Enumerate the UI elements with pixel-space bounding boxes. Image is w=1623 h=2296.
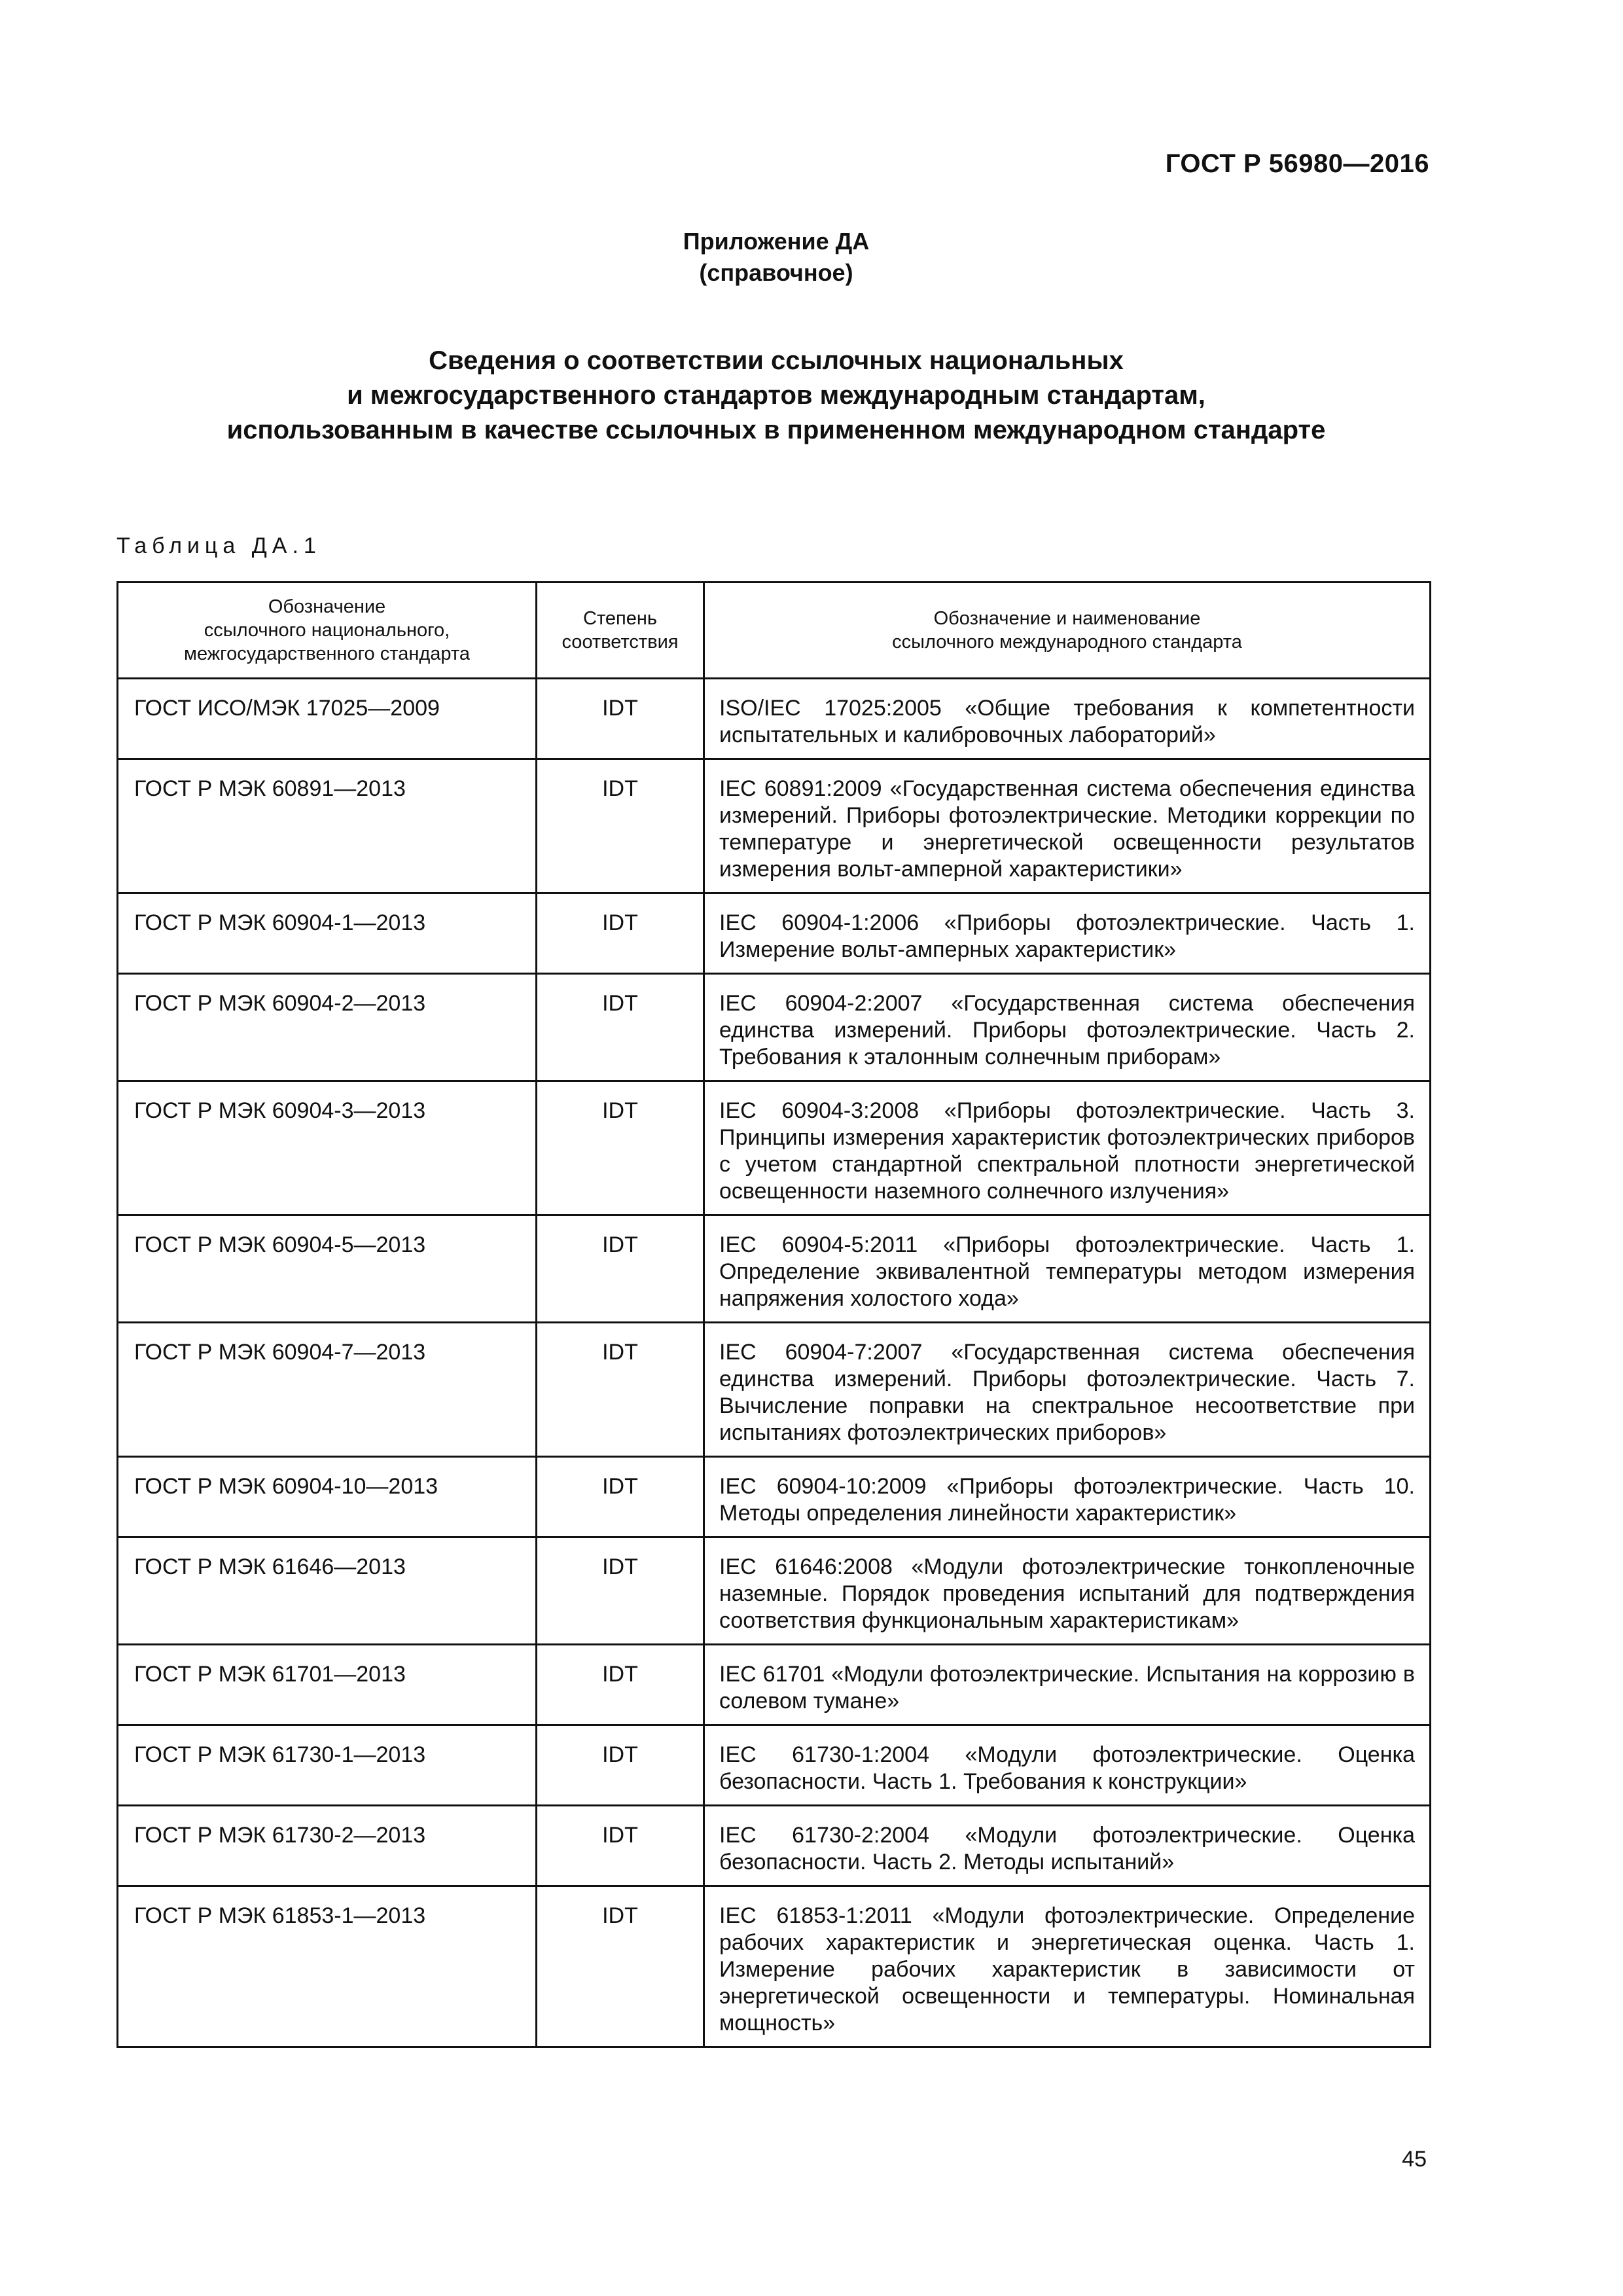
table-row xyxy=(118,1806,1431,1886)
international-standard-cell: IEC 61853-1:2011 «Модули фотоэлектрические. Определение рабочих характеристик и энергетическая оценка. Часть 1. Измерение рабочих характеристик в зависимости от энергетической освещенности и температуры. Номинальная мощность» xyxy=(704,1886,1431,2047)
table-row xyxy=(118,759,1431,893)
header-line: соответствия xyxy=(562,632,679,653)
national-standard-cell: ГОСТ Р МЭК 60904-1—2013 xyxy=(118,893,537,974)
header-international-standard xyxy=(704,583,1431,679)
degree-cell: IDT xyxy=(537,893,704,974)
national-standard-cell: ГОСТ Р МЭК 61730-2—2013 xyxy=(118,1806,537,1886)
section-title-line: Сведения о соответствии ссылочных национальных xyxy=(429,346,1124,375)
international-standard-cell: IEC 61701 «Модули фотоэлектрические. Испытания на коррозию в солевом тумане» xyxy=(704,1645,1431,1725)
table-row xyxy=(118,1081,1431,1215)
international-standard-cell: IEC 60904-10:2009 «Приборы фотоэлектрические. Часть 10. Методы определения линейности характеристик» xyxy=(704,1457,1431,1537)
table-row xyxy=(118,974,1431,1081)
degree-cell: IDT xyxy=(537,759,704,893)
header-line: Степень xyxy=(583,608,657,629)
national-standard-cell: ГОСТ Р МЭК 61646—2013 xyxy=(118,1537,537,1645)
degree-cell: IDT xyxy=(537,1323,704,1457)
header-line: Обозначение и наименование xyxy=(933,608,1201,629)
international-standard-cell: IEC 60904-5:2011 «Приборы фотоэлектрические. Часть 1. Определение эквивалентной температуры методом измерения напряжения холостого хода» xyxy=(704,1215,1431,1323)
appendix-title: Приложение ДА xyxy=(683,228,870,255)
degree-cell: IDT xyxy=(537,1215,704,1323)
table-row xyxy=(118,1537,1431,1645)
section-title-line: использованным в качестве ссылочных в примененном международном стандарте xyxy=(226,416,1326,444)
header-degree xyxy=(537,583,704,679)
degree-cell: IDT xyxy=(537,974,704,1081)
international-standard-cell: IEC 61646:2008 «Модули фотоэлектрические тонкопленочные наземные. Порядок проведения испытаний для подтверждения соответствия функциональным характеристикам» xyxy=(704,1537,1431,1645)
degree-cell: IDT xyxy=(537,1081,704,1215)
national-standard-cell: ГОСТ Р МЭК 60904-10—2013 xyxy=(118,1457,537,1537)
national-standard-cell: ГОСТ ИСО/МЭК 17025—2009 xyxy=(118,679,537,759)
international-standard-cell: ISO/IEC 17025:2005 «Общие требования к компетентности испытательных и калибровочных лабораторий» xyxy=(704,679,1431,759)
page-number: 45 xyxy=(1402,2147,1427,2172)
table-row xyxy=(118,1645,1431,1725)
header-line: ссылочного национального, xyxy=(204,620,450,641)
national-standard-cell: ГОСТ Р МЭК 61701—2013 xyxy=(118,1645,537,1725)
header-line: Обозначение xyxy=(268,596,386,617)
appendix-subtitle: (справочное) xyxy=(699,259,853,286)
correspondence-table-container xyxy=(116,581,1429,2048)
degree-cell: IDT xyxy=(537,1725,704,1806)
degree-cell: IDT xyxy=(537,679,704,759)
section-title xyxy=(0,344,1552,448)
international-standard-cell: IEC 60904-7:2007 «Государственная система обеспечения единства измерений. Приборы фотоэлектрические. Часть 7. Вычисление поправки на спектральное несоответствие при испытаниях фотоэлектрических приборов» xyxy=(704,1323,1431,1457)
table-row xyxy=(118,1323,1431,1457)
header-national-standard xyxy=(118,583,537,679)
table-row xyxy=(118,1725,1431,1806)
national-standard-cell: ГОСТ Р МЭК 60891—2013 xyxy=(118,759,537,893)
table-header-row xyxy=(118,583,1431,679)
degree-cell: IDT xyxy=(537,1537,704,1645)
degree-cell: IDT xyxy=(537,1645,704,1725)
international-standard-cell: IEC 60891:2009 «Государственная система обеспечения единства измерений. Приборы фотоэлектрические. Методики коррекции по температуре и энергетической освещенности результатов измерения вольт-амперной характеристики» xyxy=(704,759,1431,893)
degree-cell: IDT xyxy=(537,1457,704,1537)
degree-cell: IDT xyxy=(537,1806,704,1886)
header-line: межгосударственного стандарта xyxy=(184,643,470,664)
international-standard-cell: IEC 61730-2:2004 «Модули фотоэлектрические. Оценка безопасности. Часть 2. Методы испытаний» xyxy=(704,1806,1431,1886)
international-standard-cell: IEC 60904-2:2007 «Государственная система обеспечения единства измерений. Приборы фотоэлектрические. Часть 2. Требования к эталонным солнечным приборам» xyxy=(704,974,1431,1081)
table-row xyxy=(118,1457,1431,1537)
international-standard-cell: IEC 60904-3:2008 «Приборы фотоэлектрические. Часть 3. Принципы измерения характеристик фотоэлектрических приборов с учетом стандартной спектральной плотности энергетической освещенности наземного солнечного излучения» xyxy=(704,1081,1431,1215)
national-standard-cell: ГОСТ Р МЭК 60904-7—2013 xyxy=(118,1323,537,1457)
national-standard-cell: ГОСТ Р МЭК 61730-1—2013 xyxy=(118,1725,537,1806)
national-standard-cell: ГОСТ Р МЭК 60904-5—2013 xyxy=(118,1215,537,1323)
header-line: ссылочного международного стандарта xyxy=(892,632,1242,653)
table-row xyxy=(118,893,1431,974)
national-standard-cell: ГОСТ Р МЭК 61853-1—2013 xyxy=(118,1886,537,2047)
national-standard-cell: ГОСТ Р МЭК 60904-2—2013 xyxy=(118,974,537,1081)
table-caption: Таблица ДА.1 xyxy=(116,533,321,558)
section-title-line: и межгосударственного стандартов международным стандартам, xyxy=(347,381,1205,410)
table-row xyxy=(118,1886,1431,2047)
degree-cell: IDT xyxy=(537,1886,704,2047)
national-standard-cell: ГОСТ Р МЭК 60904-3—2013 xyxy=(118,1081,537,1215)
international-standard-cell: IEC 61730-1:2004 «Модули фотоэлектрические. Оценка безопасности. Часть 1. Требования к конструкции» xyxy=(704,1725,1431,1806)
international-standard-cell: IEC 60904-1:2006 «Приборы фотоэлектрические. Часть 1. Измерение вольт-амперных характеристик» xyxy=(704,893,1431,974)
table-row xyxy=(118,679,1431,759)
correspondence-table xyxy=(116,581,1431,2048)
table-row xyxy=(118,1215,1431,1323)
document-number: ГОСТ Р 56980—2016 xyxy=(1165,149,1429,178)
appendix-heading xyxy=(0,226,1552,289)
